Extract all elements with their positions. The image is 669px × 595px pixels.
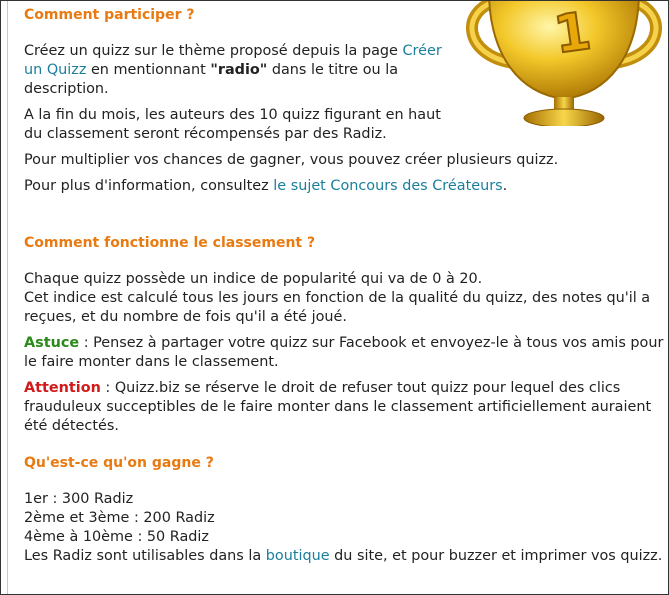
prize-3: 4ème à 10ème : 50 Radiz [24, 529, 209, 545]
text: dans le titre ou la description. [24, 62, 399, 97]
section-heading-participer: Comment participer ? [24, 7, 195, 23]
text: du site, et pour buzzer et imprimer vos quizz. [329, 548, 663, 564]
attention-label: Attention [24, 380, 101, 396]
attention-paragraph [24, 379, 664, 436]
prize-2: 2ème et 3ème : 200 Radiz [24, 510, 215, 526]
main-content [24, 1, 664, 566]
text: Pour plus d'information, consultez [24, 178, 274, 194]
participer-paragraph-4 [24, 177, 664, 196]
participer-paragraph-1 [24, 42, 442, 99]
section-heading-gagne: Qu'est-ce qu'on gagne ? [24, 455, 214, 471]
attention-text: : Quizz.biz se réserve le droit de refuser tout quizz pour lequel des clics frauduleux succeptibles de le faire monter dans le classement artificiellement auraient été détectés. [24, 380, 652, 434]
classement-line-2: Cet indice est calculé tous les jours en fonction de la qualité du quizz, des notes qu'il a reçues, et du nombre de fois qu'il a été joué. [24, 290, 651, 325]
text: en mentionnant [86, 62, 211, 78]
left-rule [7, 1, 8, 594]
participer-paragraph-2: A la fin du mois, les auteurs des 10 quizz figurant en haut du classement seront récompensés par des Radiz. [24, 107, 441, 142]
text: . [502, 178, 508, 194]
boutique-link[interactable]: boutique [265, 548, 330, 564]
astuce-text: : Pensez à partager votre quizz sur Facebook et envoyez-le à tous vos amis pour le faire monter dans le classement. [24, 335, 664, 370]
participer-paragraph-3: Pour multiplier vos chances de gagner, vous pouvez créer plusieurs quizz. [24, 152, 559, 168]
classement-line-1: Chaque quizz possède un indice de popularité qui va de 0 à 20. [24, 271, 483, 287]
radiz-usage-paragraph [24, 547, 664, 566]
trophy-number: 1 [550, 1, 595, 66]
prize-1: 1er : 300 Radiz [24, 491, 134, 507]
radio-keyword: "radio" [210, 62, 268, 78]
astuce-label: Astuce [24, 335, 80, 351]
astuce-paragraph [24, 334, 664, 372]
concours-createurs-link[interactable]: le sujet Concours des Créateurs [273, 178, 503, 194]
text: Les Radiz sont utilisables dans la [24, 548, 266, 564]
text: Créez un quizz sur le thème proposé depuis la page [24, 43, 403, 59]
section-heading-classement: Comment fonctionne le classement ? [24, 235, 316, 251]
creer-quizz-link[interactable]: Créer un Quizz [24, 43, 442, 78]
